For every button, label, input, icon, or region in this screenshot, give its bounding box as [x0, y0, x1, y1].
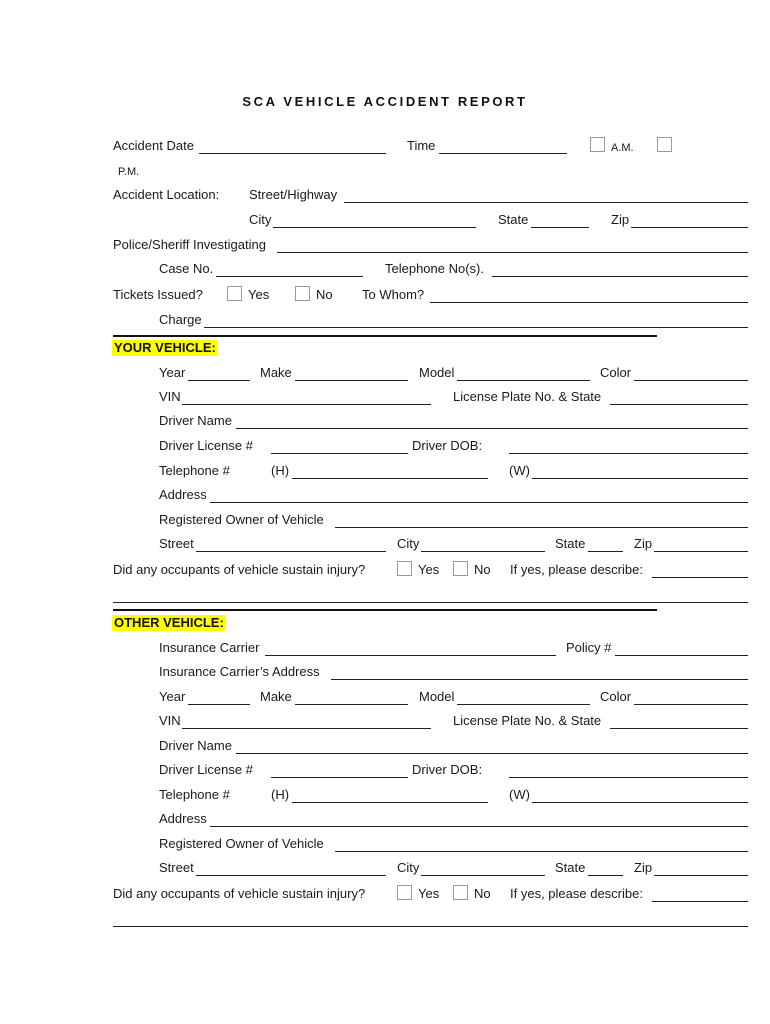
ov-model-field[interactable]: [457, 690, 590, 705]
location-zip-label: Zip: [611, 212, 630, 227]
yv-city-field[interactable]: [421, 537, 545, 552]
ov-driver-name-label: Driver Name: [159, 738, 232, 753]
am-checkbox[interactable]: [590, 137, 605, 152]
street-highway-field[interactable]: [344, 188, 748, 203]
case-no-label: Case No.: [159, 261, 214, 276]
street-highway-label: Street/Highway: [249, 187, 338, 202]
yv-work-phone-field[interactable]: [532, 464, 748, 479]
case-no-field[interactable]: [216, 262, 363, 277]
yv-driver-dob-field[interactable]: [509, 439, 748, 454]
tickets-yes-label: Yes: [248, 287, 270, 302]
pm-label: P.M.: [118, 166, 140, 178]
yv-owner-label: Registered Owner of Vehicle: [159, 512, 324, 527]
tickets-no-checkbox[interactable]: [295, 286, 310, 301]
ov-insurance-address-field[interactable]: [331, 665, 748, 680]
pm-checkbox[interactable]: [657, 137, 672, 152]
yv-address-label: Address: [159, 487, 207, 502]
location-city-field[interactable]: [273, 213, 476, 228]
yv-zip-field[interactable]: [654, 537, 748, 552]
yv-year-field[interactable]: [188, 366, 250, 381]
ov-driver-dob-label: Driver DOB:: [412, 762, 483, 777]
ov-work-phone-field[interactable]: [532, 788, 748, 803]
ov-vin-label: VIN: [159, 713, 181, 728]
telephone-nos-label: Telephone No(s).: [385, 261, 484, 276]
am-label: A.M.: [611, 142, 634, 154]
yv-driver-name-label: Driver Name: [159, 413, 232, 428]
tickets-label: Tickets Issued?: [113, 287, 203, 302]
ov-address-label: Address: [159, 811, 207, 826]
yv-describe-field-2[interactable]: [113, 588, 748, 603]
ov-model-label: Model: [419, 689, 455, 704]
ov-vin-field[interactable]: [182, 714, 431, 729]
yv-injury-yes-checkbox[interactable]: [397, 561, 412, 576]
police-field[interactable]: [277, 238, 748, 253]
yv-injury-no-label: No: [474, 562, 491, 577]
ov-describe-field-2[interactable]: [113, 912, 748, 927]
yv-plate-field[interactable]: [610, 390, 748, 405]
ov-home-label: (H): [271, 787, 290, 802]
ov-insurance-address-label: Insurance Carrier’s Address: [159, 664, 320, 679]
section-divider-2: [113, 609, 657, 611]
time-field[interactable]: [439, 139, 567, 154]
to-whom-field[interactable]: [430, 288, 748, 303]
yv-model-field[interactable]: [457, 366, 590, 381]
ov-telephone-label: Telephone #: [159, 787, 230, 802]
yv-plate-label: License Plate No. & State: [453, 389, 602, 404]
yv-state-label: State: [555, 536, 586, 551]
yv-model-label: Model: [419, 365, 455, 380]
ov-home-phone-field[interactable]: [292, 788, 488, 803]
location-state-field[interactable]: [531, 213, 589, 228]
charge-label: Charge: [159, 312, 202, 327]
ov-plate-field[interactable]: [610, 714, 748, 729]
yv-driver-name-field[interactable]: [236, 414, 748, 429]
ov-year-field[interactable]: [188, 690, 250, 705]
yv-injury-no-checkbox[interactable]: [453, 561, 468, 576]
ov-state-label: State: [555, 860, 586, 875]
ov-color-label: Color: [600, 689, 632, 704]
ov-make-label: Make: [260, 689, 292, 704]
yv-address-field[interactable]: [210, 488, 748, 503]
ov-injury-no-label: No: [474, 886, 491, 901]
yv-owner-field[interactable]: [335, 513, 748, 528]
time-label: Time: [407, 138, 436, 153]
yv-telephone-label: Telephone #: [159, 463, 230, 478]
ov-plate-label: License Plate No. & State: [453, 713, 602, 728]
yv-year-label: Year: [159, 365, 186, 380]
ov-injury-yes-label: Yes: [418, 886, 440, 901]
ov-make-field[interactable]: [295, 690, 408, 705]
ov-street-label: Street: [159, 860, 194, 875]
accident-date-field[interactable]: [199, 139, 386, 154]
yv-describe-label: If yes, please describe:: [510, 562, 643, 577]
ov-owner-field[interactable]: [335, 837, 748, 852]
ov-color-field[interactable]: [634, 690, 748, 705]
yv-zip-label: Zip: [634, 536, 653, 551]
ov-driver-name-field[interactable]: [236, 739, 748, 754]
telephone-nos-field[interactable]: [492, 262, 748, 277]
yv-work-label: (W): [509, 463, 530, 478]
yv-driver-license-field[interactable]: [271, 439, 408, 454]
yv-vin-field[interactable]: [182, 390, 431, 405]
yv-home-phone-field[interactable]: [292, 464, 488, 479]
ov-policy-field[interactable]: [615, 641, 748, 656]
yv-city-label: City: [397, 536, 420, 551]
tickets-no-label: No: [316, 287, 333, 302]
ov-injury-question: Did any occupants of vehicle sustain injury?: [113, 886, 366, 901]
yv-vin-label: VIN: [159, 389, 181, 404]
location-state-label: State: [498, 212, 529, 227]
section-divider: [113, 335, 657, 337]
form-title: SCA VEHICLE ACCIDENT REPORT: [242, 94, 528, 109]
police-label: Police/Sheriff Investigating: [113, 237, 266, 252]
ov-zip-label: Zip: [634, 860, 653, 875]
tickets-yes-checkbox[interactable]: [227, 286, 242, 301]
ov-city-field[interactable]: [421, 861, 545, 876]
yv-driver-license-label: Driver License #: [159, 438, 253, 453]
ov-describe-label: If yes, please describe:: [510, 886, 643, 901]
ov-work-label: (W): [509, 787, 530, 802]
yv-street-field[interactable]: [196, 537, 386, 552]
to-whom-label: To Whom?: [362, 287, 425, 302]
ov-street-field[interactable]: [196, 861, 386, 876]
ov-zip-field[interactable]: [654, 861, 748, 876]
ov-owner-label: Registered Owner of Vehicle: [159, 836, 324, 851]
yv-injury-yes-label: Yes: [418, 562, 440, 577]
location-city-label: City: [249, 212, 272, 227]
ov-describe-field[interactable]: [652, 887, 748, 902]
yv-injury-question: Did any occupants of vehicle sustain injury?: [113, 562, 366, 577]
yv-state-field[interactable]: [588, 537, 623, 552]
accident-location-label: Accident Location:: [113, 187, 220, 202]
accident-date-label: Accident Date: [113, 138, 194, 153]
ov-year-label: Year: [159, 689, 186, 704]
ov-address-field[interactable]: [210, 812, 748, 827]
yv-color-label: Color: [600, 365, 632, 380]
yv-street-label: Street: [159, 536, 194, 551]
ov-insurance-field[interactable]: [265, 641, 556, 656]
ov-city-label: City: [397, 860, 420, 875]
yv-home-label: (H): [271, 463, 290, 478]
yv-color-field[interactable]: [634, 366, 748, 381]
ov-driver-license-label: Driver License #: [159, 762, 253, 777]
charge-field[interactable]: [204, 313, 748, 328]
ov-driver-dob-field[interactable]: [509, 763, 748, 778]
yv-describe-field[interactable]: [652, 563, 748, 578]
yv-driver-dob-label: Driver DOB:: [412, 438, 483, 453]
ov-injury-no-checkbox[interactable]: [453, 885, 468, 900]
ov-injury-yes-checkbox[interactable]: [397, 885, 412, 900]
yv-make-label: Make: [260, 365, 292, 380]
ov-driver-license-field[interactable]: [271, 763, 408, 778]
other-vehicle-heading: OTHER VEHICLE:: [114, 615, 224, 630]
your-vehicle-heading: YOUR VEHICLE:: [114, 340, 216, 355]
location-zip-field[interactable]: [631, 213, 748, 228]
yv-make-field[interactable]: [295, 366, 408, 381]
ov-insurance-label: Insurance Carrier: [159, 640, 260, 655]
ov-state-field[interactable]: [588, 861, 623, 876]
ov-policy-label: Policy #: [566, 640, 612, 655]
